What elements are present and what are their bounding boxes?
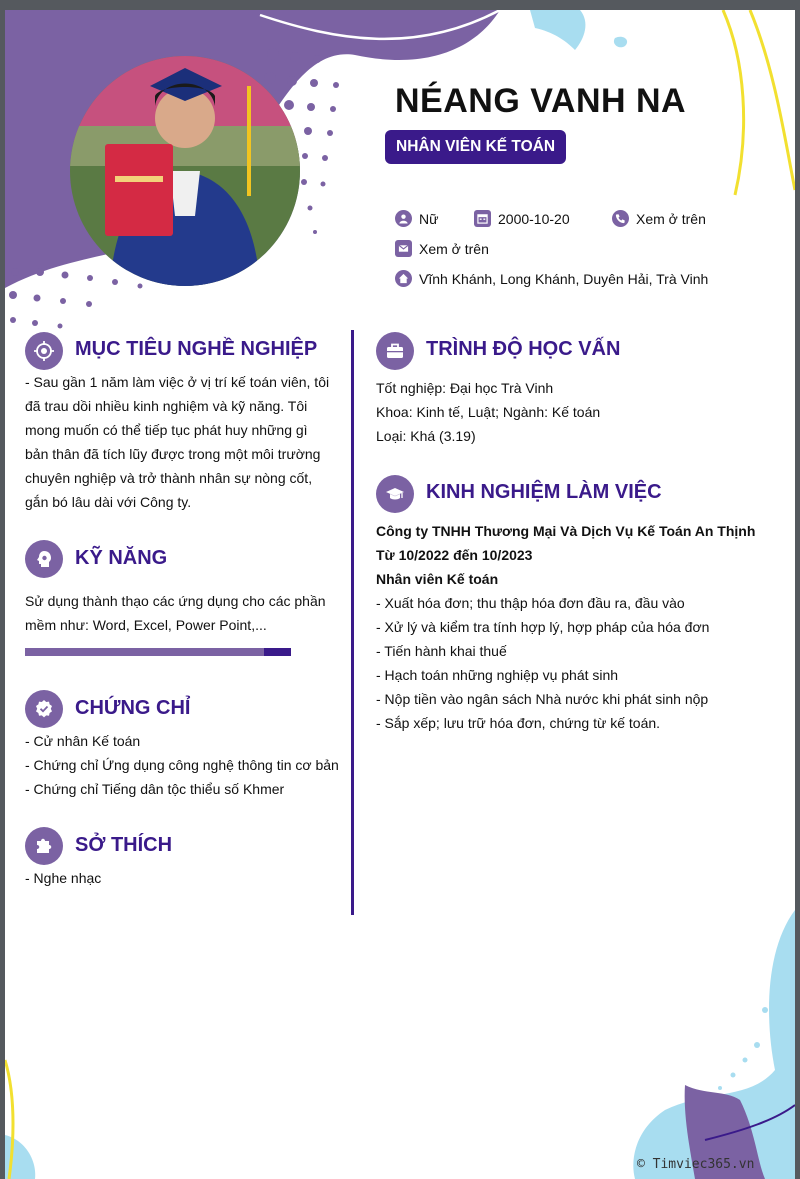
graduation-cap-icon: [376, 475, 414, 513]
skills-line: Sử dụng thành thạo các ứng dụng cho các phần: [25, 593, 326, 609]
task-item: - Tiến hành khai thuế: [376, 643, 507, 659]
objective-title: MỤC TIÊU NGHỀ NGHIỆP: [75, 338, 318, 360]
skills-title: KỸ NĂNG: [75, 547, 168, 569]
column-divider: [351, 330, 354, 915]
hobbies-title: SỞ THÍCH: [75, 834, 173, 856]
position-name: Nhân viên Kế toán: [376, 571, 499, 587]
profile-photo: [70, 56, 300, 286]
target-icon: [25, 332, 63, 370]
badge-check-icon: [25, 690, 63, 728]
hobbies-list: [25, 866, 101, 890]
email-value: Xem ở trên: [419, 241, 489, 257]
skills-text: [25, 589, 326, 637]
experience-title: KINH NGHIỆM LÀM VIỆC: [426, 481, 662, 503]
objective-line: mong muốn có thể tiếp tục phát huy những gì: [25, 422, 308, 438]
objective-line: chuyên nghiệp và trở thành nhân sự nòng cốt,: [25, 470, 313, 486]
task-item: - Xuất hóa đơn; thu thập hóa đơn đầu ra, đầu vào: [376, 595, 685, 611]
briefcase-icon: [376, 332, 414, 370]
cv-page: [5, 10, 795, 1179]
task-item: - Xử lý và kiểm tra tính hợp lý, hợp pháp của hóa đơn: [376, 619, 710, 635]
education-title: TRÌNH ĐỘ HỌC VẤN: [426, 338, 621, 360]
objective-line: đã trau dồi nhiều kinh nghiệm và kỹ năng. Tôi: [25, 398, 308, 414]
education-line: Tốt nghiệp: Đại học Trà Vinh: [376, 380, 554, 396]
task-item: - Hạch toán những nghiệp vụ phát sinh: [376, 667, 619, 683]
gender-value: Nữ: [419, 211, 439, 227]
education-line: Khoa: Kinh tế, Luật; Ngành: Kế toán: [376, 404, 601, 420]
puzzle-icon: [25, 827, 63, 865]
experience-details: [376, 519, 755, 735]
work-period: Từ 10/2022 đến 10/2023: [376, 547, 533, 563]
phone-value: Xem ở trên: [636, 211, 706, 227]
education-line: Loại: Khá (3.19): [376, 428, 476, 444]
list-item: - Cử nhân Kế toán: [25, 733, 141, 749]
candidate-name: NÉANG VANH NA: [395, 82, 687, 120]
watermark: © Timviec365.vn: [637, 1157, 755, 1172]
list-item: - Chứng chỉ Ứng dụng công nghệ thông tin cơ bản: [25, 757, 339, 773]
list-item: - Chứng chỉ Tiếng dân tộc thiểu số Khmer: [25, 781, 285, 797]
mail-icon: [395, 240, 412, 257]
objective-line: gắn bó lâu dài với Công ty.: [25, 494, 192, 510]
task-item: - Sắp xếp; lưu trữ hóa đơn, chứng từ kế toán.: [376, 715, 661, 731]
skills-line: mềm như: Word, Excel, Power Point,...: [25, 617, 267, 633]
objective-line: bản thân đã tích lũy được trong một môi trường: [25, 446, 321, 462]
calendar-icon: [474, 210, 491, 227]
birthdate-value: 2000-10-20: [498, 211, 570, 227]
home-icon: [395, 270, 412, 287]
head-gear-icon: [25, 540, 63, 578]
address-value: Vĩnh Khánh, Long Khánh, Duyên Hải, Trà Vinh: [419, 271, 709, 287]
skill-level-bar: [25, 648, 291, 656]
certificates-list: [25, 729, 339, 801]
task-item: - Nộp tiền vào ngân sách Nhà nước khi phát sinh nộp: [376, 691, 709, 707]
objective-line: - Sau gần 1 năm làm việc ở vị trí kế toán viên, tôi: [25, 374, 330, 390]
certificates-title: CHỨNG CHỈ: [75, 697, 191, 719]
objective-text: [25, 370, 333, 514]
skill-level-fill: [264, 648, 291, 656]
phone-icon: [612, 210, 629, 227]
company-name: Công ty TNHH Thương Mại Và Dịch Vụ Kế Toán An Thịnh: [376, 523, 756, 539]
list-item: - Nghe nhạc: [25, 870, 102, 886]
job-title-badge: NHÂN VIÊN KẾ TOÁN: [385, 130, 566, 164]
education-text: [376, 376, 600, 448]
user-icon: [395, 210, 412, 227]
